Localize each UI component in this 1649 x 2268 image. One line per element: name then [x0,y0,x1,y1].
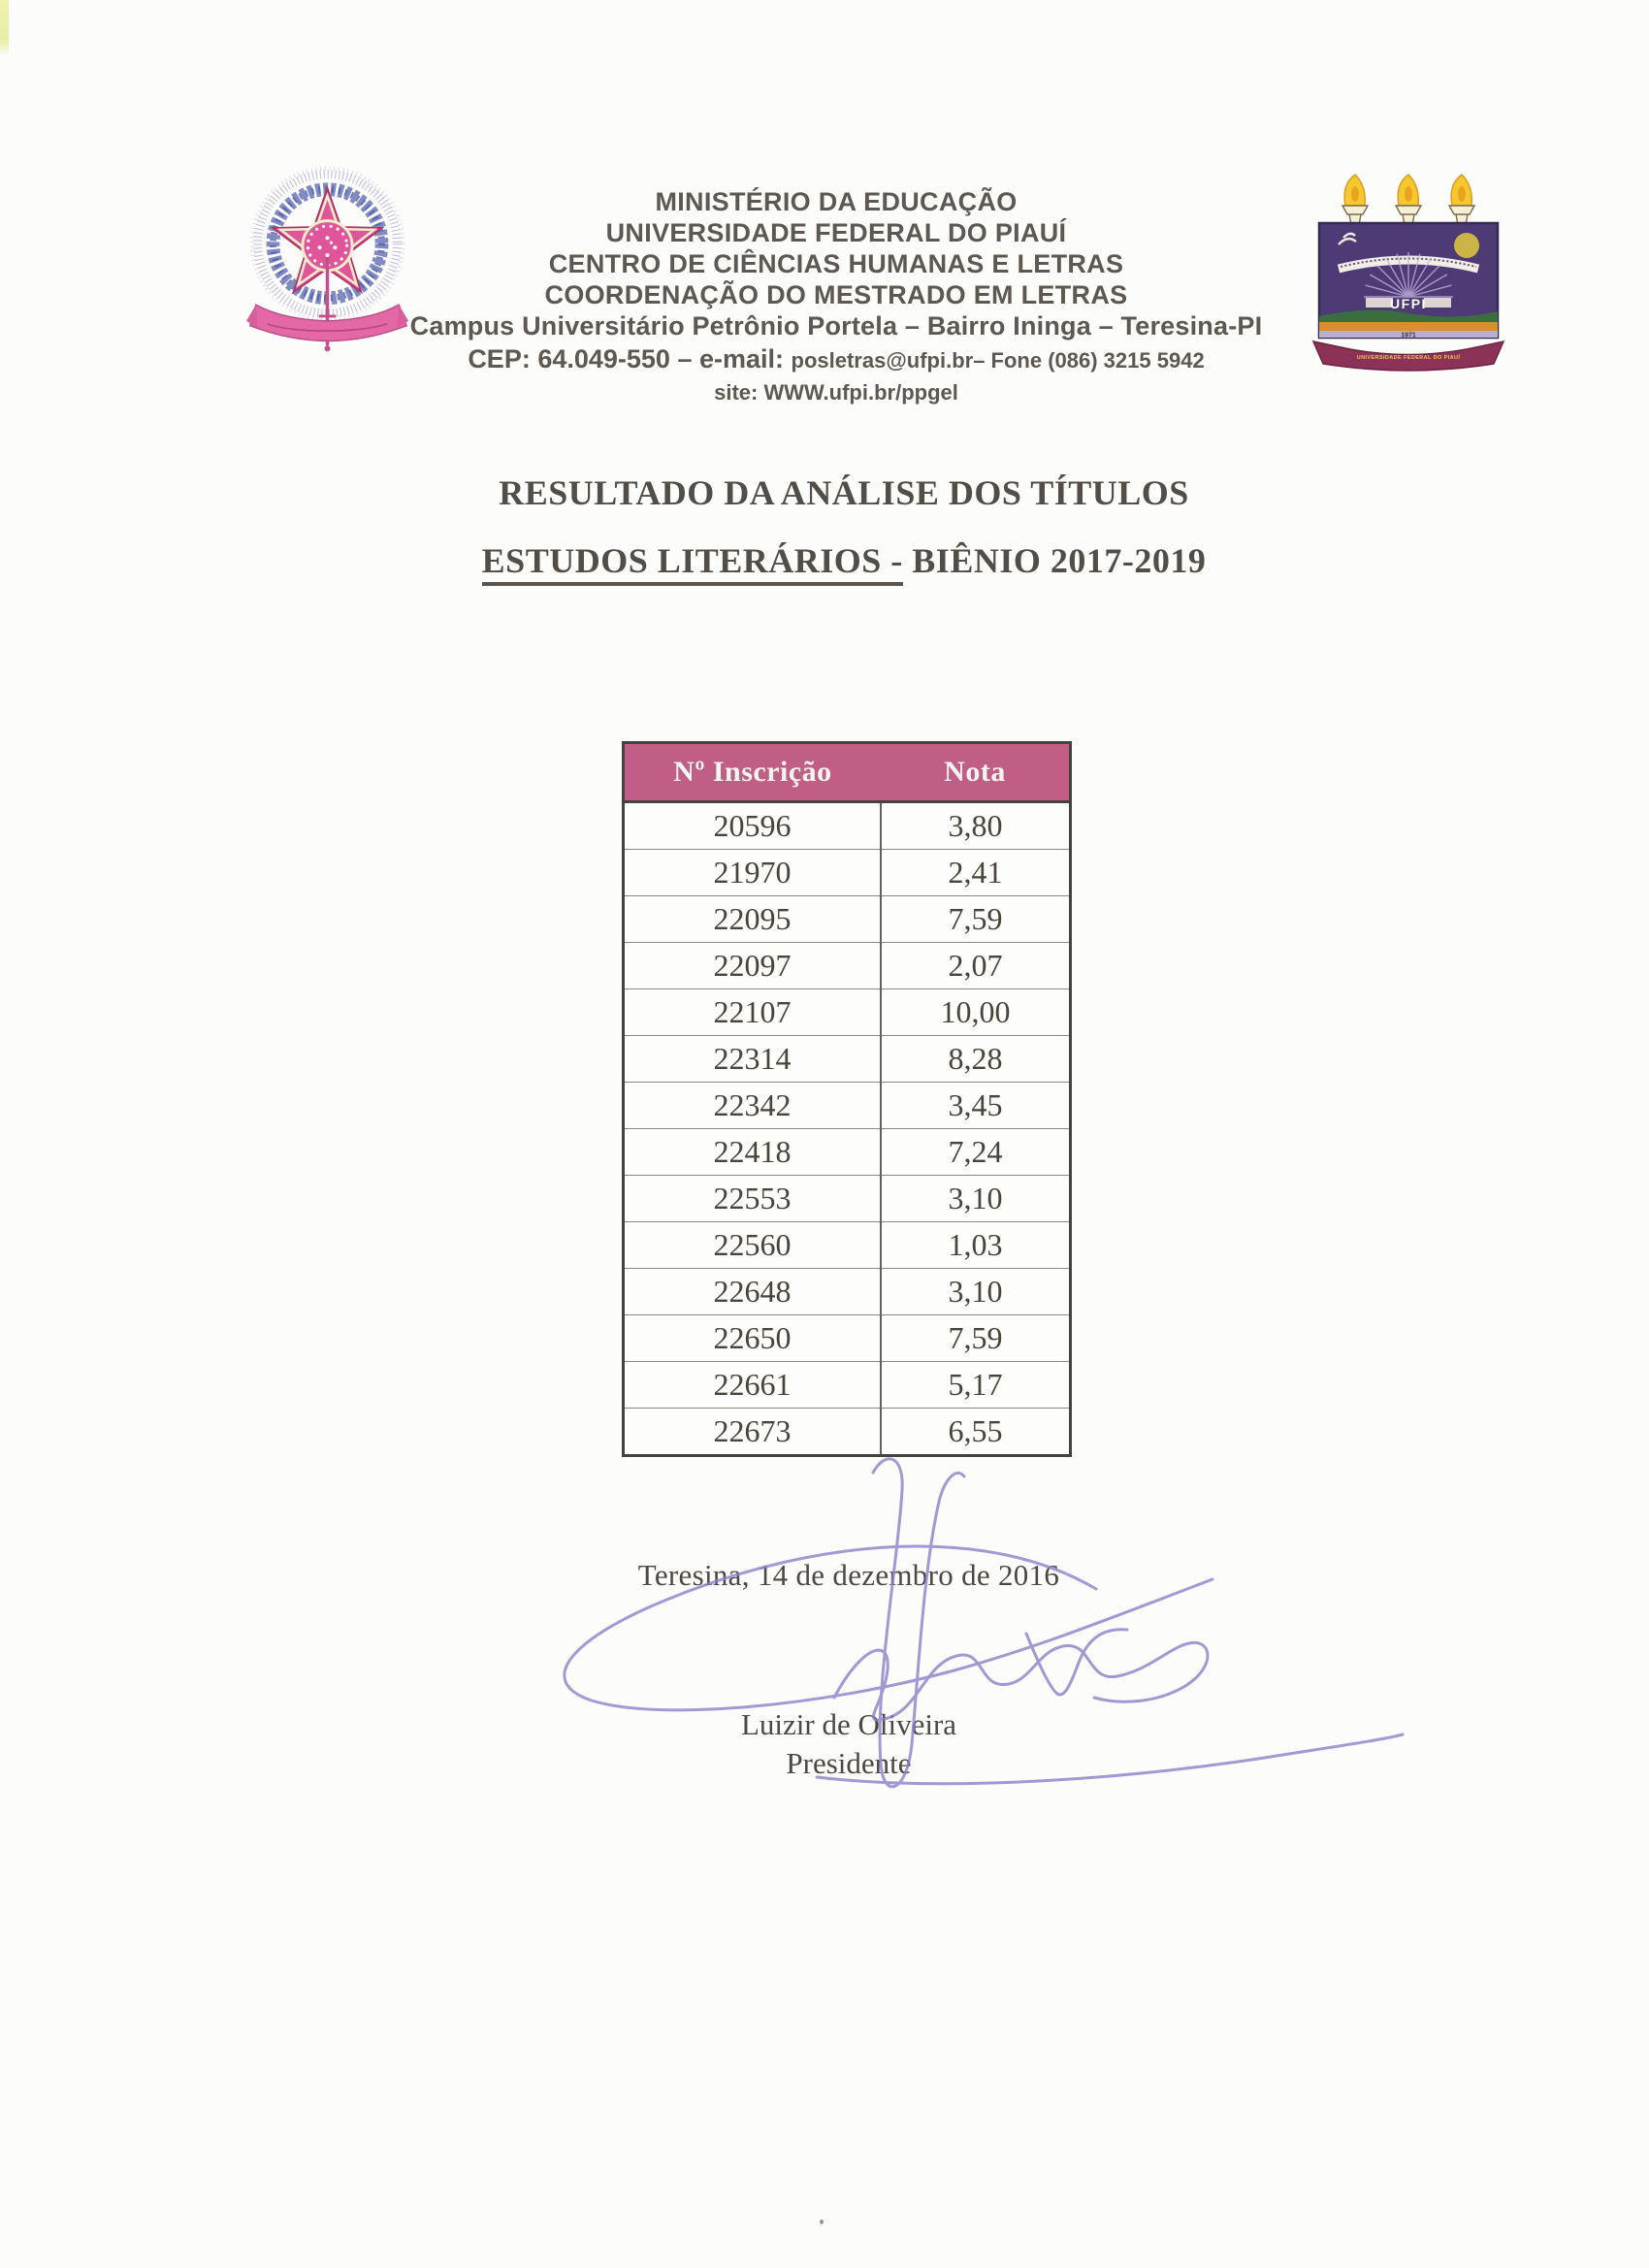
scan-artifact-strip [0,0,9,56]
crest-acronym: UFPI [1390,296,1427,311]
table-cell: 20596 [624,802,882,850]
table-cell: 22673 [624,1409,882,1456]
letterhead-line: CENTRO DE CIÊNCIAS HUMANAS E LETRAS [548,249,1124,278]
signer-name: Luizir de Oliveira [740,1707,957,1741]
letterhead-address: Campus Universitário Petrônio Portela – Bairro Ininga – Teresina-PI [409,311,1263,340]
table-body [624,802,1071,1456]
ufpi-crest-icon [1311,169,1505,377]
table-cell: 22553 [624,1176,882,1222]
table-row [624,850,1071,896]
table-cell: 3,10 [881,1269,1071,1315]
table-cell: 1,03 [881,1222,1071,1269]
table-cell: 22661 [624,1362,882,1409]
table-cell: 7,24 [881,1129,1071,1176]
table-cell: 22650 [624,1315,882,1362]
letterhead-line: COORDENAÇÃO DO MESTRADO EM LETRAS [544,280,1128,309]
signature-ink [534,1443,1445,1831]
column-header: Nota [881,743,1071,802]
table-row [624,1315,1071,1362]
table-cell: 2,41 [881,850,1071,896]
subtitle-underlined: ESTUDOS LITERÁRIOS - [482,541,903,586]
document-subtitle [0,540,1649,581]
table-row [624,989,1071,1036]
table-cell: 10,00 [881,989,1071,1036]
table-cell: 22107 [624,989,882,1036]
column-header: Nº Inscrição [624,743,882,802]
table-cell: 22560 [624,1222,882,1269]
letterhead-line: MINISTÉRIO DA EDUCAÇÃO [655,187,1018,216]
table-cell: 6,55 [881,1409,1071,1456]
table-cell: 3,45 [881,1083,1071,1129]
table-row [624,1222,1071,1269]
table-cell: 7,59 [881,1315,1071,1362]
cep-label: CEP: 64.049-550 – e-mail: [468,344,792,373]
subtitle-rest: BIÊNIO 2017-2019 [902,541,1207,580]
scan-speck [820,2219,824,2224]
results-table [622,741,1072,1457]
table-header-row [624,743,1071,802]
table-cell: 22648 [624,1269,882,1315]
table-cell: 3,10 [881,1176,1071,1222]
table-row [624,943,1071,989]
crest-ground [1319,322,1498,331]
table-row [624,1083,1071,1129]
crest-ribbon-text: UNIVERSIDADE FEDERAL DO PIAUÍ [1356,355,1461,361]
letterhead-site: site: WWW.ufpi.br/ppgel [714,380,958,405]
table-cell: 3,80 [881,802,1071,850]
letterhead [351,186,1321,407]
table-row [624,1269,1071,1315]
table-cell: 2,07 [881,943,1071,989]
table-row [624,1176,1071,1222]
date-line: Teresina, 14 de dezembro de 2016 [637,1558,1060,1592]
table-cell: 22342 [624,1083,882,1129]
table-row [624,1036,1071,1083]
letterhead-contact [351,342,1321,377]
table-cell: 22097 [624,943,882,989]
torch-flames [1342,175,1474,225]
email-phone: posletras@ufpi.br– Fone (086) 3215 5942 [791,348,1205,373]
table-cell: 22095 [624,896,882,943]
crest-year: 1971 [1401,332,1416,340]
table-cell: 22418 [624,1129,882,1176]
table-cell: 8,28 [881,1036,1071,1083]
table-cell: 22314 [624,1036,882,1083]
letterhead-line: UNIVERSIDADE FEDERAL DO PIAUÍ [605,218,1067,247]
table-row [624,802,1071,850]
table-cell: 7,59 [881,896,1071,943]
table-row [624,896,1071,943]
document-title: RESULTADO DA ANÁLISE DOS TÍTULOS [499,473,1189,512]
crest-sun [1454,233,1479,258]
signer-role: Presidente [786,1746,912,1780]
table-cell: 5,17 [881,1362,1071,1409]
table-row [624,1129,1071,1176]
table-cell: 21970 [624,850,882,896]
table-row [624,1362,1071,1409]
